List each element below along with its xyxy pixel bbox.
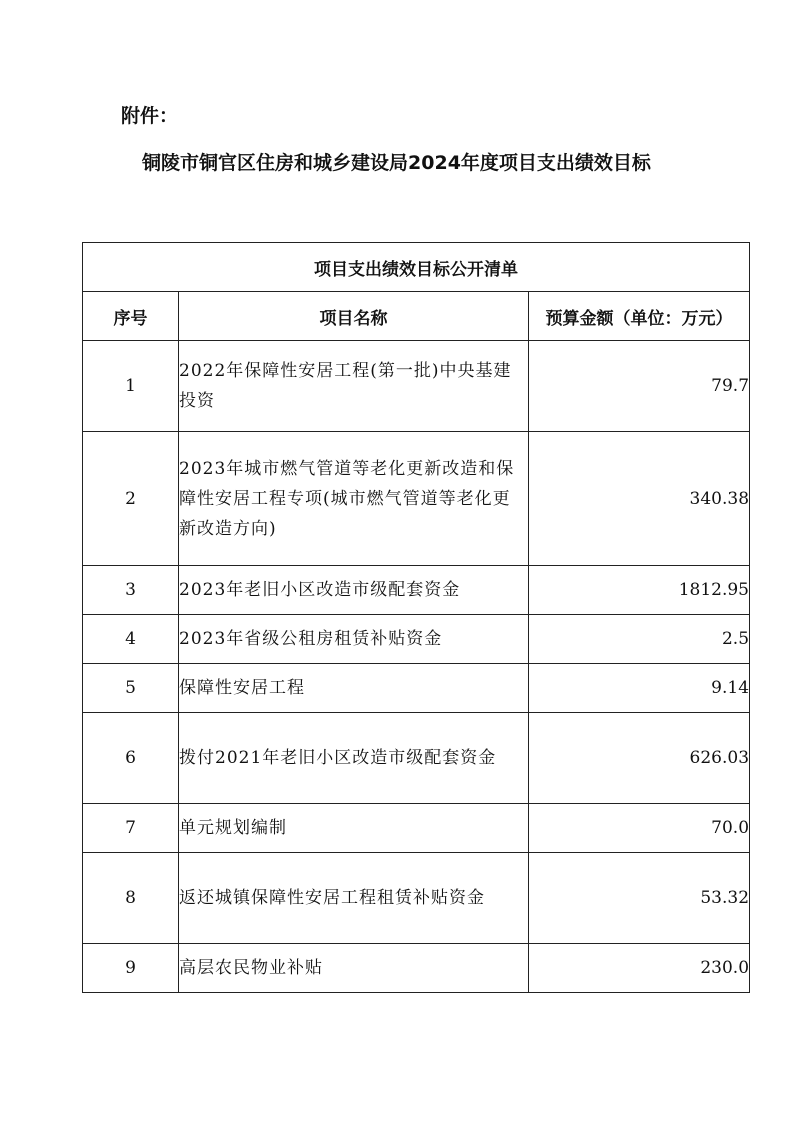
row-name: 拨付2021年老旧小区改造市级配套资金 bbox=[179, 713, 529, 804]
row-amount: 1812.95 bbox=[529, 566, 750, 615]
table-row bbox=[83, 853, 750, 944]
row-name: 2022年保障性安居工程(第一批)中央基建投资 bbox=[179, 341, 529, 432]
document-title: 铜陵市铜官区住房和城乡建设局2024年度项目支出绩效目标 bbox=[142, 152, 651, 174]
row-no: 2 bbox=[83, 432, 179, 566]
row-amount: 79.7 bbox=[529, 341, 750, 432]
row-no: 4 bbox=[83, 615, 179, 664]
row-amount: 70.0 bbox=[529, 804, 750, 853]
row-amount: 53.32 bbox=[529, 853, 750, 944]
row-amount: 230.0 bbox=[529, 944, 750, 993]
table-row bbox=[83, 432, 750, 566]
row-no: 9 bbox=[83, 944, 179, 993]
table-row bbox=[83, 713, 750, 804]
row-name: 高层农民物业补贴 bbox=[179, 944, 529, 993]
table-row bbox=[83, 944, 750, 993]
table-row bbox=[83, 804, 750, 853]
row-name: 保障性安居工程 bbox=[179, 664, 529, 713]
row-amount: 9.14 bbox=[529, 664, 750, 713]
table-row bbox=[83, 664, 750, 713]
row-amount: 626.03 bbox=[529, 713, 750, 804]
row-no: 5 bbox=[83, 664, 179, 713]
table-caption: 项目支出绩效目标公开清单 bbox=[83, 243, 750, 292]
row-name: 2023年老旧小区改造市级配套资金 bbox=[179, 566, 529, 615]
table-header-row bbox=[83, 292, 750, 341]
header-amount: 预算金额（单位：万元） bbox=[529, 292, 750, 341]
row-name: 返还城镇保障性安居工程租赁补贴资金 bbox=[179, 853, 529, 944]
row-no: 6 bbox=[83, 713, 179, 804]
attachment-label: 附件： bbox=[121, 105, 179, 127]
table-row bbox=[83, 615, 750, 664]
row-no: 7 bbox=[83, 804, 179, 853]
row-no: 1 bbox=[83, 341, 179, 432]
header-no: 序号 bbox=[83, 292, 179, 341]
row-no: 3 bbox=[83, 566, 179, 615]
row-amount: 340.38 bbox=[529, 432, 750, 566]
table-row bbox=[83, 341, 750, 432]
row-name: 2023年城市燃气管道等老化更新改造和保障性安居工程专项(城市燃气管道等老化更新改造方向) bbox=[179, 432, 529, 566]
row-name: 2023年省级公租房租赁补贴资金 bbox=[179, 615, 529, 664]
row-name: 单元规划编制 bbox=[179, 804, 529, 853]
row-amount: 2.5 bbox=[529, 615, 750, 664]
budget-table bbox=[82, 242, 750, 993]
row-no: 8 bbox=[83, 853, 179, 944]
header-name: 项目名称 bbox=[179, 292, 529, 341]
table-row bbox=[83, 566, 750, 615]
